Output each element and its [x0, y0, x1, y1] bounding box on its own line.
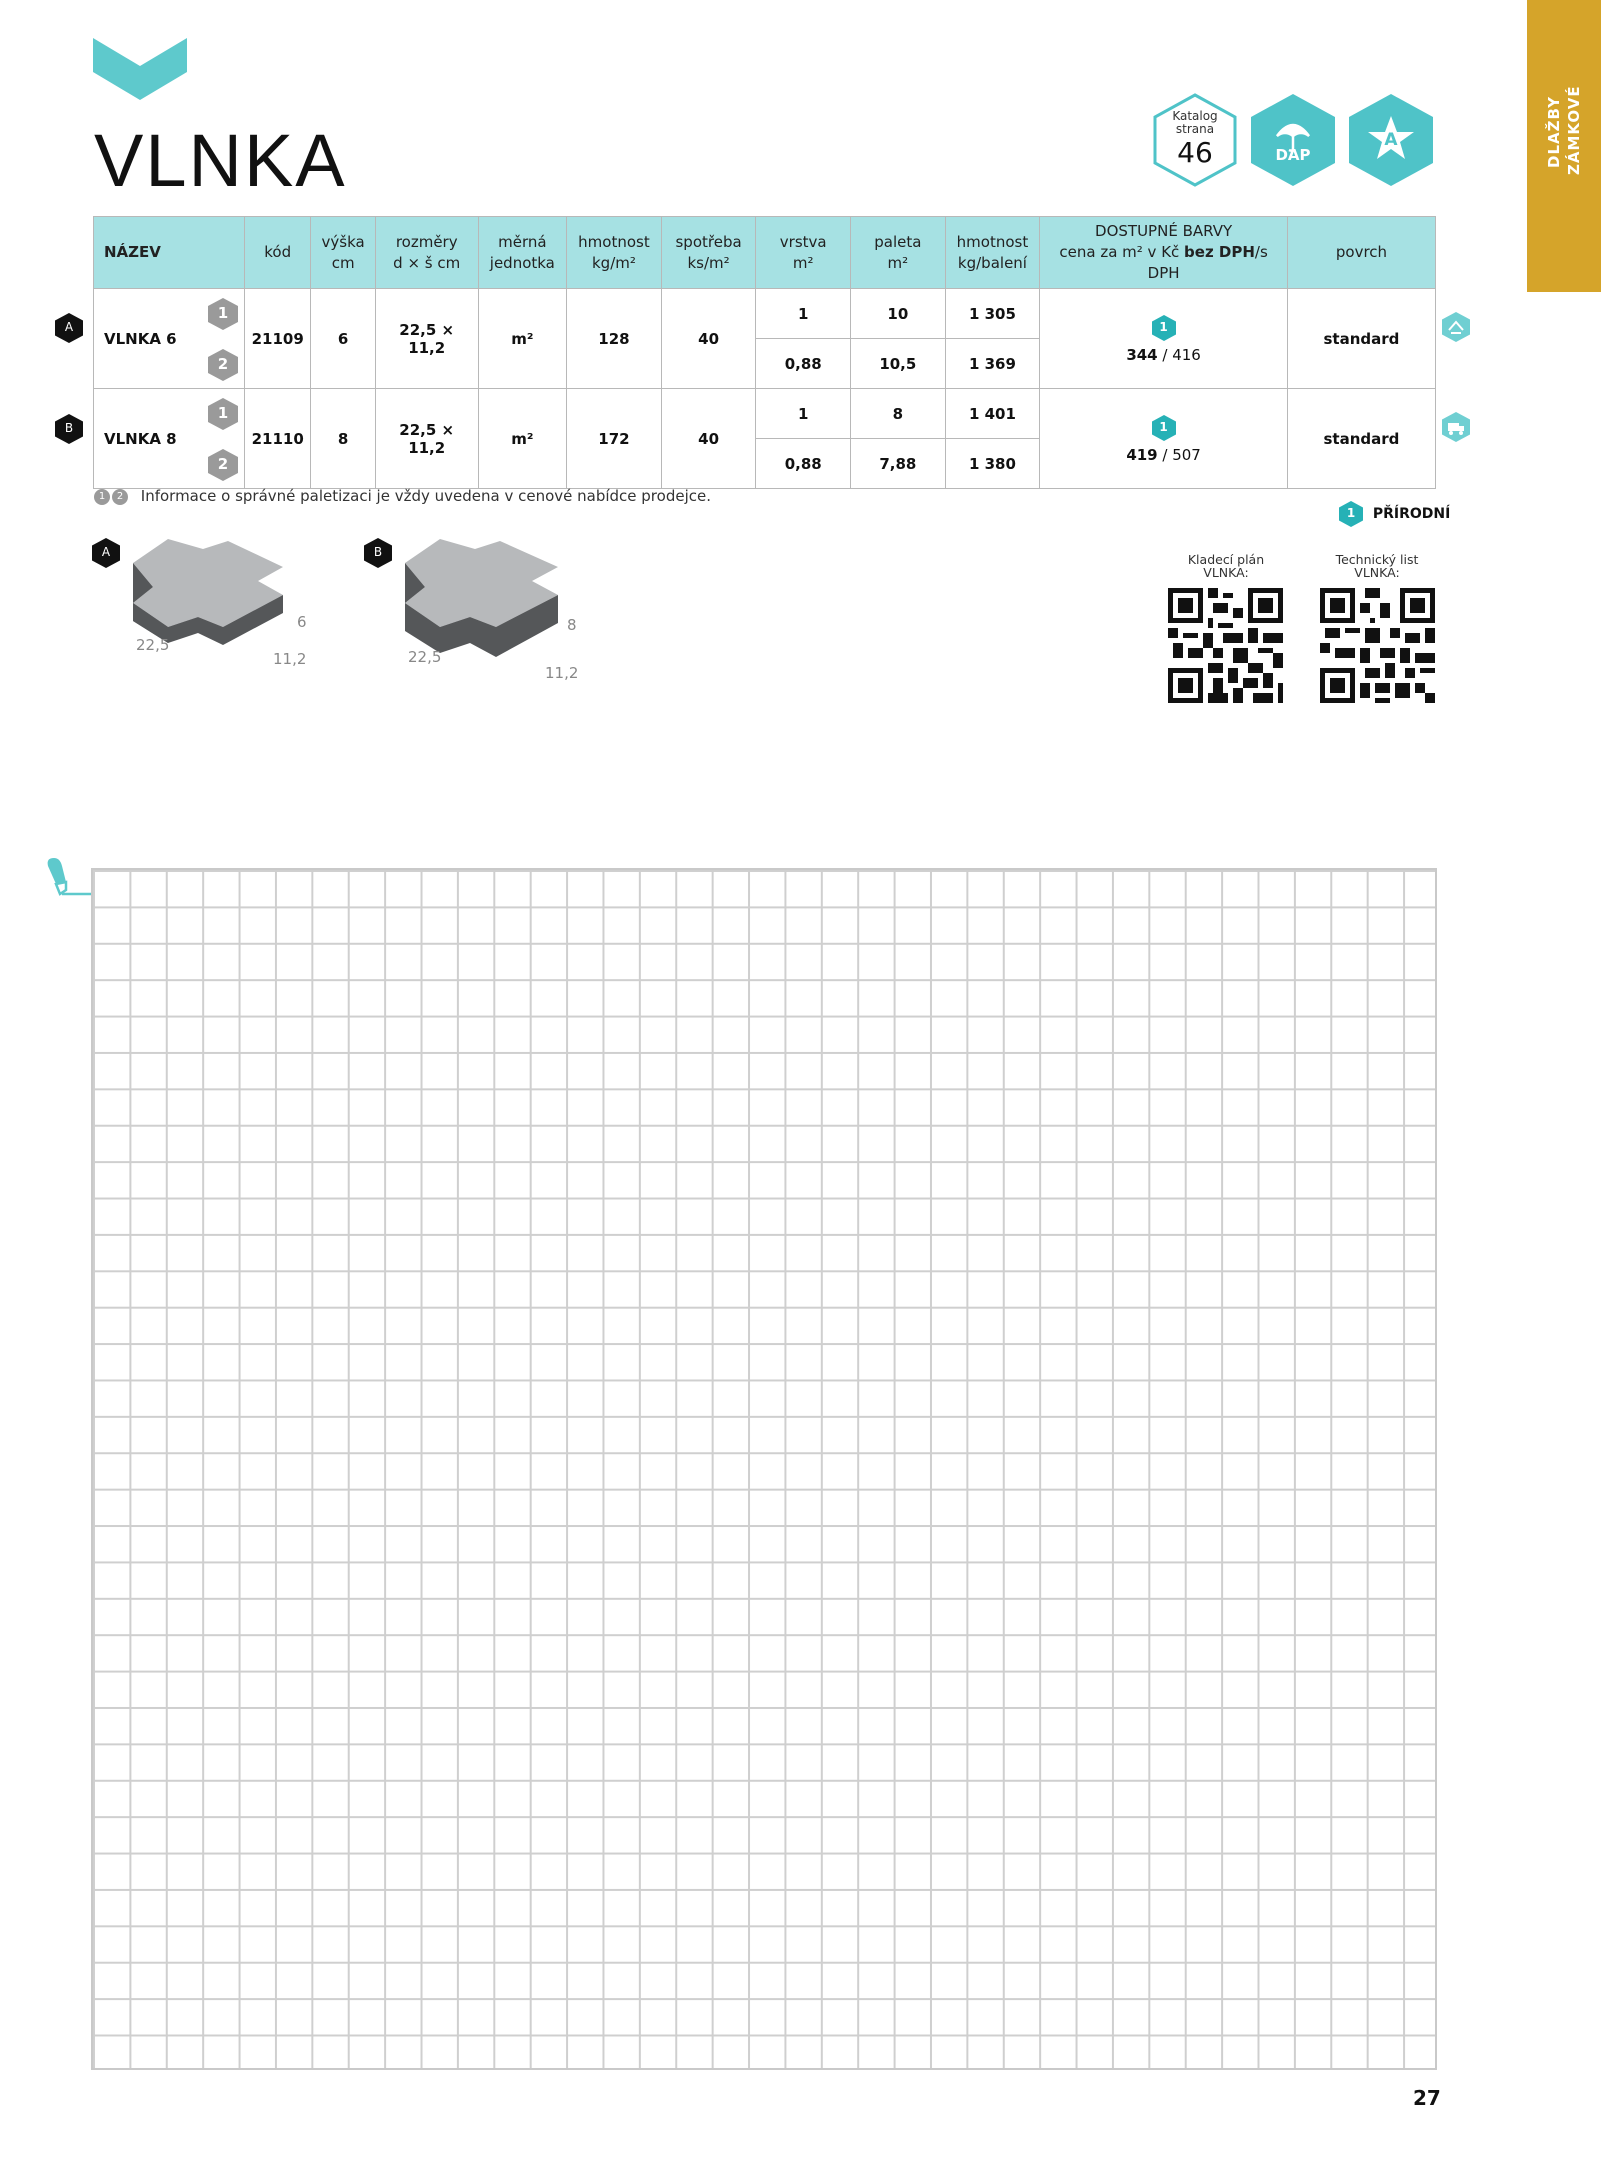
- header-dims: rozměry d × š cm: [375, 217, 478, 289]
- table-row: [94, 289, 1436, 339]
- header-unit: měrná jednotka: [478, 217, 567, 289]
- notes-grid: [91, 868, 1437, 2070]
- product-dims: 22,5 × 11,2: [375, 289, 478, 389]
- header-consumption: spotřeba ks/m²: [661, 217, 756, 289]
- packweight-value: 1 305: [945, 289, 1040, 339]
- product-weight: 172: [567, 389, 662, 489]
- header-height: výška cm: [311, 217, 375, 289]
- price-cell: 1 419 / 507: [1040, 389, 1288, 489]
- product-consumption: 40: [661, 289, 756, 389]
- pallet-value: 7,88: [851, 439, 946, 489]
- pallet-footnote: [94, 487, 711, 505]
- page-title: VLNKA: [94, 119, 347, 202]
- paver-a-width: 11,2: [273, 650, 307, 668]
- paver-marker-a: A: [91, 537, 121, 569]
- class-a-label: A: [1384, 130, 1398, 150]
- product-unit: m²: [478, 289, 567, 389]
- price-incl-vat: 507: [1172, 445, 1201, 464]
- product-unit: m²: [478, 389, 567, 489]
- row-marker-b: B: [54, 413, 84, 445]
- price-cell: 1 344 / 416: [1040, 289, 1288, 389]
- color-natural-hex: 1: [1151, 414, 1177, 442]
- qr-code-laying-plan[interactable]: [1168, 588, 1283, 703]
- product-height: 8: [311, 389, 375, 489]
- legend-hex: 1: [1338, 500, 1364, 528]
- catalog-page-badge: [1151, 92, 1239, 188]
- price-excl-vat: 344: [1126, 345, 1158, 364]
- side-tab-line1: DLAŽBY: [1545, 96, 1563, 168]
- color-legend: [1338, 500, 1450, 528]
- header-surface: povrch: [1287, 217, 1435, 289]
- dap-label: DAP: [1275, 146, 1311, 164]
- qr-label-tech-sheet: Technický list VLNKA:: [1335, 552, 1419, 580]
- header-weight: hmotnost kg/m²: [567, 217, 662, 289]
- side-tab-line2: ZÁMKOVÉ: [1565, 85, 1583, 175]
- product-code: 21109: [245, 289, 311, 389]
- side-category-tab: [1527, 0, 1601, 292]
- pencil-icon: [36, 854, 92, 910]
- paver-a-height: 6: [297, 613, 307, 631]
- product-dims: 22,5 × 11,2: [375, 389, 478, 489]
- footnote-num-2: 2: [112, 489, 128, 505]
- class-a-badge: [1347, 92, 1435, 188]
- packweight-value: 1 369: [945, 339, 1040, 389]
- paver-b-height: 8: [567, 616, 577, 634]
- layer-value: 1: [756, 289, 851, 339]
- legend-label: PŘÍRODNÍ: [1372, 506, 1451, 522]
- product-weight: 128: [567, 289, 662, 389]
- header-colors: DOSTUPNÉ BARVY cena za m² v Kč bez DPH/s DPH: [1040, 217, 1288, 289]
- layer-value: 0,88: [756, 339, 851, 389]
- color-natural-hex: 1: [1151, 314, 1177, 342]
- catalog-page-number: 46: [1177, 136, 1213, 169]
- product-name: VLNKA 6: [104, 329, 177, 348]
- header-layer: vrstva m²: [756, 217, 851, 289]
- variant-2-hex: 2: [207, 348, 239, 382]
- variant-2-hex: 2: [207, 448, 239, 482]
- price-excl-vat: 419: [1126, 445, 1158, 464]
- footnote-num-1: 1: [94, 489, 110, 505]
- pallet-value: 10,5: [851, 339, 946, 389]
- packweight-value: 1 380: [945, 439, 1040, 489]
- dap-umbrella-badge: [1249, 92, 1337, 188]
- footnote-text: Informace o správné paletizaci je vždy uvedena v cenové nabídce prodejce.: [140, 487, 711, 505]
- qr-code-tech-sheet[interactable]: [1320, 588, 1435, 703]
- header-pallet: paleta m²: [851, 217, 946, 289]
- packweight-value: 1 401: [945, 389, 1040, 439]
- header-packweight: hmotnost kg/balení: [945, 217, 1040, 289]
- variant-1-hex: 1: [207, 397, 239, 431]
- catalog-label-2: strana: [1175, 122, 1215, 136]
- qr-label-laying-plan: Kladecí plán VLNKA:: [1187, 552, 1265, 580]
- table-row: [94, 389, 1436, 439]
- header-code: kód: [245, 217, 311, 289]
- paving-icon: [1441, 311, 1471, 343]
- variant-1-hex: 1: [207, 297, 239, 331]
- product-name: VLNKA 8: [104, 429, 177, 448]
- surface-value: standard: [1287, 289, 1435, 389]
- pallet-value: 8: [851, 389, 946, 439]
- product-spec-table: [93, 216, 1436, 489]
- paver-marker-b: B: [363, 537, 393, 569]
- catalog-label-1: Katalog: [1172, 109, 1218, 123]
- table-header-row: [94, 217, 1436, 289]
- pallet-value: 10: [851, 289, 946, 339]
- price-incl-vat: 416: [1172, 345, 1201, 364]
- surface-value: standard: [1287, 389, 1435, 489]
- page-number: 27: [1413, 2086, 1441, 2110]
- chevron-logo-icon: [93, 38, 187, 100]
- product-height: 6: [311, 289, 375, 389]
- layer-value: 1: [756, 389, 851, 439]
- product-name-cell: [94, 389, 245, 489]
- product-name-cell: [94, 289, 245, 389]
- paver-a-length: 22,5: [136, 636, 170, 654]
- truck-icon: [1441, 411, 1471, 443]
- product-consumption: 40: [661, 389, 756, 489]
- layer-value: 0,88: [756, 439, 851, 489]
- paver-b-length: 22,5: [408, 648, 442, 666]
- product-code: 21110: [245, 389, 311, 489]
- paver-b-width: 11,2: [545, 664, 579, 682]
- row-marker-a: A: [54, 312, 84, 344]
- header-name: NÁZEV: [94, 217, 245, 289]
